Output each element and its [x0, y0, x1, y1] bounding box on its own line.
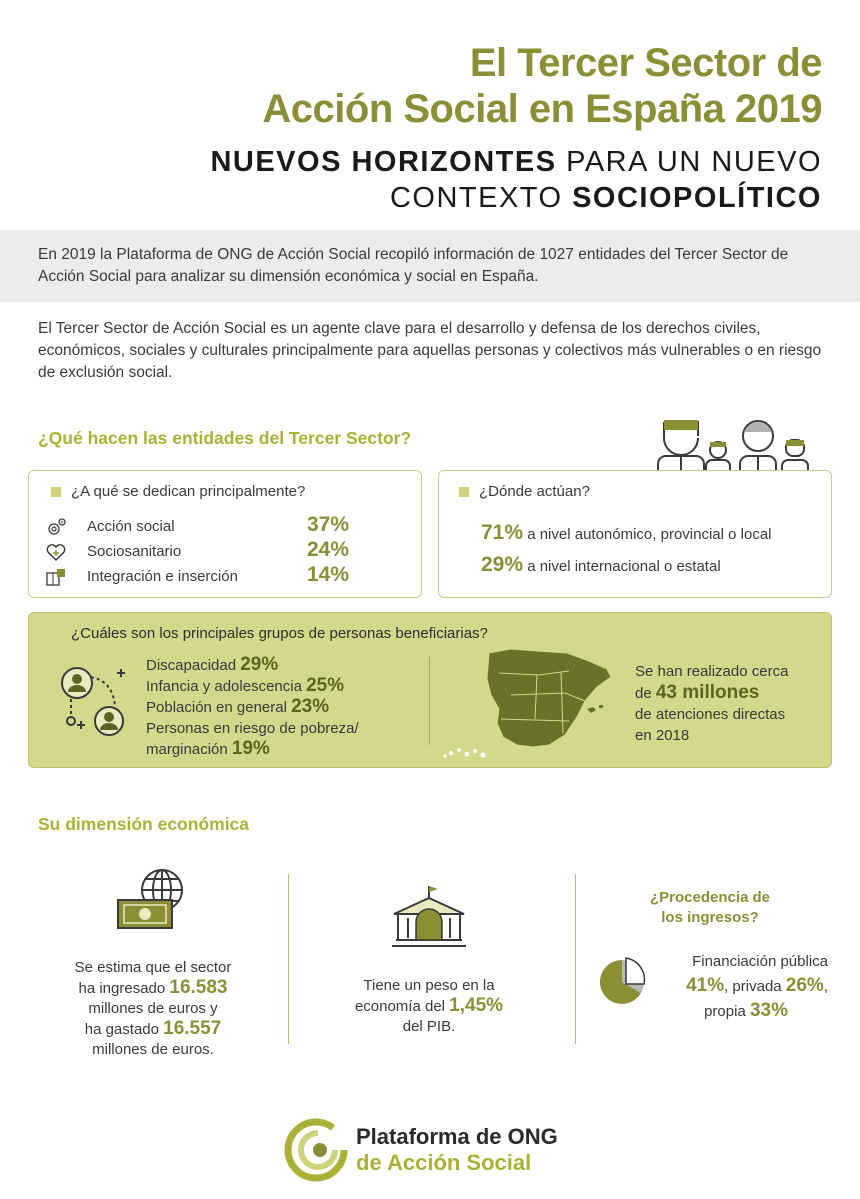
plataforma-logo-icon [284, 1118, 350, 1182]
dedicate-card [28, 470, 422, 598]
list-item: Sociosanitario 24% [45, 540, 365, 564]
list-item: Infancia y adolescencia 25% [146, 675, 345, 696]
what-section-title: ¿Qué hacen las entidades del Tercer Sector? [38, 428, 412, 448]
where-card [438, 470, 832, 598]
page-title: El Tercer Sector de Acción Social en España 2019 [262, 41, 822, 131]
dedicate-heading: ¿A qué se dedican principalmente? [71, 483, 306, 500]
beneficiaries-heading: ¿Cuáles son los principales grupos de personas beneficiarias? [71, 625, 488, 642]
where-heading: ¿Dónde actúan? [479, 483, 590, 500]
list-item: Personas en riesgo de pobreza/ [146, 720, 359, 737]
income-source-text: Financiación pública 41%, privada 26%, propia 33% [686, 953, 828, 1021]
people-icon [656, 414, 816, 474]
list-item: marginación 19% [146, 738, 270, 759]
divider [575, 874, 576, 1044]
attention-text: Se han realizado cerca de 43 millones de atenciones directas en 2018 [635, 663, 789, 744]
list-item: 71% a nivel autonómico, provincial o local [481, 521, 772, 544]
income-source-heading: ¿Procedencia de los ingresos? [649, 889, 771, 926]
government-building-icon [390, 884, 468, 950]
beneficiaries-panel [28, 612, 832, 768]
page-subtitle: NUEVOS HORIZONTES PARA UN NUEVO CONTEXTO SOCIOPOLÍTICO [210, 146, 822, 214]
heart-plus-icon [45, 542, 67, 562]
money-globe-icon [116, 868, 188, 932]
divider [429, 657, 430, 745]
list-item: Acción social 37% [45, 515, 365, 539]
beneficiaries-network-icon [57, 663, 133, 741]
list-item: 29% a nivel internacional o estatal [481, 553, 721, 576]
plataforma-logo-text: Plataforma de ONG de Acción Social [356, 1124, 558, 1175]
divider [288, 874, 289, 1044]
spain-map-icon [439, 643, 619, 765]
list-item: Población en general 23% [146, 696, 330, 717]
intro-text: En 2019 la Plataforma de ONG de Acción Social recopiló información de 1027 entidades del Tercer Sector de Acción Social para analizar su dimensión económica y social en España. [38, 246, 789, 285]
income-pie-icon [598, 956, 646, 1008]
beneficiaries-list [146, 655, 359, 760]
economic-section-title: Su dimensión económica [38, 814, 250, 834]
list-item: Discapacidad 29% [146, 654, 279, 675]
list-item: Integración e inserción 14% [45, 565, 365, 589]
gdp-text: Tiene un peso en la economía del 1,45% del PIB. [354, 977, 504, 1035]
income-text: Se estima que el sector ha ingresado 16.583 millones de euros y ha gastado 16.557 millones de euros. [74, 959, 232, 1058]
gears-icon [45, 517, 67, 537]
description-paragraph: El Tercer Sector de Acción Social es un agente clave para el desarrollo y defensa de los derechos civiles, económicos, sociales y culturales principalmente para aquellas personas y colectivos más vulnerables o en riesgo de exclusión social. [38, 320, 822, 381]
puzzle-icon [45, 567, 67, 587]
